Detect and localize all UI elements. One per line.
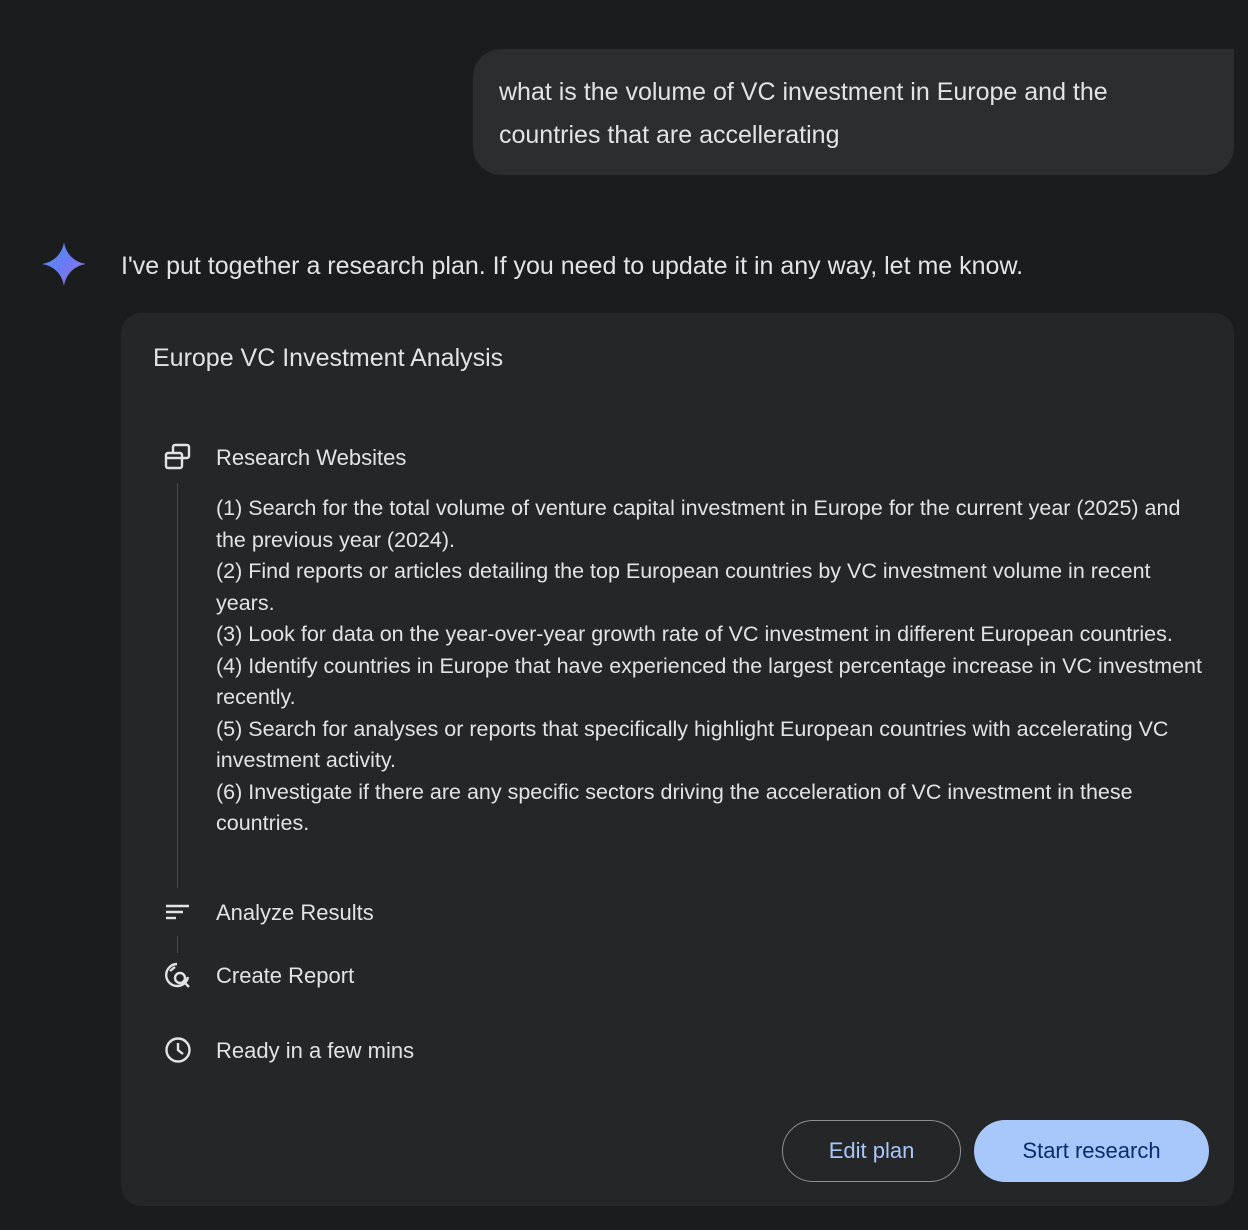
timeline-line xyxy=(177,483,178,888)
plan-steps-list xyxy=(216,493,1206,840)
timeline-line xyxy=(177,936,178,953)
clock-icon xyxy=(163,1035,193,1065)
report-search-icon xyxy=(163,961,193,991)
plan-item: (1) Search for the total volume of venture capital investment in Europe for the current year (2025) and the previous year (2024). xyxy=(216,496,1181,552)
eta-text: Ready in a few mins xyxy=(216,1038,415,1063)
browser-windows-icon xyxy=(163,442,193,472)
plan-title: Europe VC Investment Analysis xyxy=(153,344,504,372)
plan-item: (4) Identify countries in Europe that have experienced the largest percentage increase in VC investment recently. xyxy=(216,653,1202,709)
assistant-message: I've put together a research plan. If you need to update it in any way, let me know. xyxy=(121,252,1024,280)
user-message-text: what is the volume of VC investment in Europe and the countries that are accellerating xyxy=(499,78,1108,149)
edit-plan-button[interactable]: Edit plan xyxy=(782,1120,961,1182)
user-message-bubble xyxy=(473,49,1234,175)
gemini-spark-icon xyxy=(40,240,88,288)
plan-item: (2) Find reports or articles detailing the top European countries by VC investment volume in recent years. xyxy=(216,559,1151,615)
start-research-button[interactable]: Start research xyxy=(974,1120,1209,1182)
step-research-websites: Research Websites xyxy=(216,445,407,470)
step-create-report: Create Report xyxy=(216,963,355,988)
plan-item: (6) Investigate if there are any specific sectors driving the acceleration of VC investment in these countries. xyxy=(216,779,1133,835)
sort-lines-icon xyxy=(163,898,193,928)
step-analyze-results: Analyze Results xyxy=(216,900,374,925)
plan-item: (3) Look for data on the year-over-year growth rate of VC investment in different European countries. xyxy=(216,622,1173,646)
research-plan-card xyxy=(121,313,1234,1206)
plan-item: (5) Search for analyses or reports that specifically highlight European countries with accelerating VC investment activity. xyxy=(216,716,1169,772)
